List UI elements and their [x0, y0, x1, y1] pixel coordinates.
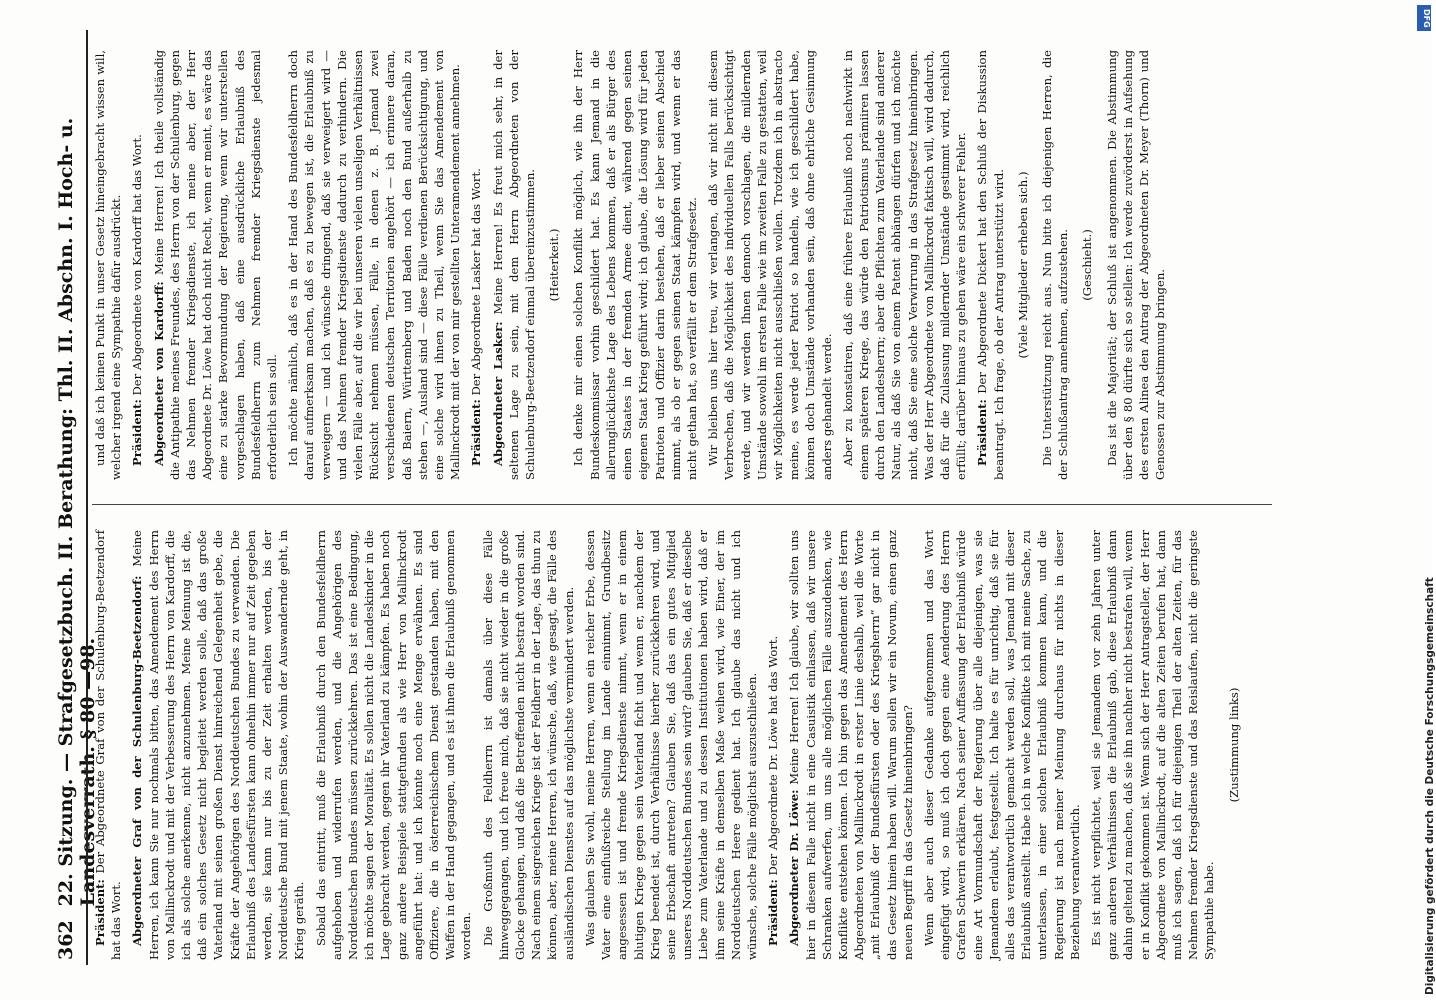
text-paragraph: Ich möchte nämlich, daß es in der Hand des Bundesfeldherrn doch darauf aufmerksam machen, daß es zu bewegen ist, die Erlaubniß zu verweigern — und ich wünsche dringend, daß sie verweigert wird — und das Nehmen fremder Kriegsdienste dadurch zu verhindern. Die vielen Fälle aber, auf die wir bei unseren vielen unseligen Verhältnissen Rücksicht nehmen müssen, Fälle, in denen z. B. Jemand zwei verschiedenen deutschen Territorien angehört — ich erinnere daran, daß Baiern, Württemberg und Baden noch den Bund außerhalb zu stehen —, Ausland sind — diese Fälle verdienen Berücksichtigung, und eine solche wird ihnen zu Theil, wenn Sie das Amendement von Mallinckrodt mit der von mir gestellten Unteramendement annehmen. [286, 50, 463, 480]
speech-text: Der Abgeordnete Dr. Löwe hat das Wort. [766, 635, 781, 880]
right-column [92, 50, 1292, 480]
stage-direction: (Zustimmung links) [1226, 687, 1241, 803]
text-paragraph: Die Großmuth des Feldherrn ist damals über diese Fälle hinweggegangen, und ich freue mich, daß sie nicht wieder in die große Glocke gehangen, und daß die Betreffenden nicht bestraft worden sind. Nach einem siegreichen Kriege ist der Feldherr in der Lage, das thun zu können, aber, meine Herren, ich wünsche, daß, wie gesagt, die Fälle des ausländischen Dienstes auf das möglichste vermindert werden. [480, 530, 576, 960]
left-column [92, 530, 1292, 960]
speaker-name: Präsident: [130, 399, 145, 466]
speech-text: Meine Herren! Ich glaube, wir sollten uns hier in diesem Falle nicht in eine Casuistik einlassen, daß wir unsere Schranken aufwerfen, um uns alle möglichen Fälle auszudenken, wie Konflikte entstehen können. Ich bin gegen das Amendement des Herrn Abgeordneten von Mallinckrodt in erster Linie deshalb, weil die Worte „mit Erlaubniß der Bundesfürsten oder des Kriegsherrn“ gar nicht in das Gesetz hinein haben will. Warum sollen wir ein Novum, einen ganz neuen Begriff in das Gesetz hineinbringen? [787, 529, 915, 960]
column-divider [92, 504, 1272, 505]
dfg-logo: DFG [1417, 5, 1431, 31]
speech-text: Meine Herren, ich kann Sie nur nochmals bitten, das Amendement des Herrn von Mallinckrodt und mit der Verbesserung des Herrn von Kardorff, die ich als solche anerkenne, nicht anzunehmen. Meine Meinung ist die, daß ein solches Gesetz nicht begleitet werden solle, daß das große Vaterland mit seinen großen Dienst hinreichend Gelegenheit gebe, die Kräfte der Angehörigen des Norddeutschen Bundes zu verwenden. Die Erlaubniß des Landesfürsten kann ohnehin immer nur auf Zeit gegeben werden, sie kann nur bis zu der Zeit erhalten werden, bis der Norddeutsche Bund mit jenem Staate, wohin der Auswandernde geht, in Krieg geräth. [130, 530, 307, 960]
text-paragraph: und daß ich keinen Punkt in unser Gesetz hineingebracht wissen will, welcher irgend eine Sympathie dafür ausdrückt. [93, 50, 124, 480]
speech-text: Meine Herren! Ich theile vollständig die Antipathie meines Freundes, des Herrn von der Schulenburg, gegen das Nehmen fremder Kriegsdienste, ich meine aber, der Herr Abgeordnete Dr. Löwe hat doch nicht Recht, wenn er meint, es wäre das eine zu starke Bevormundung der Regierung, wenn wir unterstellen vorgeschlagen haben, daß eine ausdrückliche Erlaubniß des Bundesfeldherrn zum Nehmen fremder Kriegsdienste jedesmal erforderlich sein soll. [151, 50, 280, 480]
speech-text: Der Abgeordnete Graf von der Schulenburg-Beetzendorf hat das Wort. [93, 530, 124, 960]
header-rule [86, 30, 88, 965]
speaker-name: Abgeordneter Graf von der Schulenburg-Beetzendorf: [130, 575, 145, 946]
text-paragraph: Wir bleiben uns hier treu, wir verlangen, daß wir nicht mit diesem Verbrechen, daß die Möglichkeit des individuellen Falls berücksichtigt werde, und wir werden Ihnen dennoch vorschlagen, die mildernden Umstände sowohl im ersten Falle wie im zweiten Falle zu gestatten, weil wir Möglichkeiten nicht ausschließen wollen. Trotzdem ich in abstracto meine, es werde jeder Patriot so handeln, wie ich geschildert habe, können doch Umstände vorhanden sein, daß ohne ehrliche Gesinnung anders gehandelt werde. [706, 50, 834, 480]
speech-paragraph [786, 530, 916, 960]
speaker-name: Präsident: [766, 879, 781, 946]
page-header [55, 40, 99, 960]
speech-text: Der Abgeordnete Lasker hat das Wort. [469, 168, 484, 400]
speech-text: Der Abgeordnete von Kardorff hat das Wort. [130, 134, 145, 400]
text-paragraph: Sobald das eintritt, muß die Erlaubniß durch den Bundesfeldherrn aufgehoben und widerrufen werden, und die Angehörigen des Norddeutschen Bundes müssen zurückkehren. Das ist eine Bedingung, ich möchte sagen der Moralität. Es sollen nicht die Landeskinder in die Lage gebracht werden, gegen ihr Vaterland zu kämpfen. Es haben noch ganz andere Beispiele stattgefunden als wie Herr von Mallinckrodt angeführt hat: und ich könnte noch eine Menge erwähnen. Es sind Offiziere, die in österreichischem Dienst gestanden haben, mit den Waffen in der Hand gegangen, und es ist ihnen die Erlaubniß genommen worden. [313, 530, 474, 960]
text-paragraph: Aber zu konstatiren, daß eine frühere Erlaubniß noch nachwirkt in einem späteren Kriege, das würde den Patriotismus prämiiren lassen durch den Landesherrn; aber die Pflichten zum Vaterlande sind anderer Natur, als daß Sie von einem Patent abhängen dürfen und ich möchte nicht, daß Sie eine solche Verwirrung in das Strafgesetz hineinbringen. Was der Herr Abgeordnete von Mallinckrodt faktisch will, wird dadurch, daß für die Zulassung mildernder Umstände gestimmt wird, reichlich erfüllt; darüber hinaus zu gehen wäre ein schwerer Fehler. [840, 50, 969, 480]
speech-paragraph [129, 50, 145, 480]
speaker-name: Abgeordneter von Kardorff: [151, 281, 166, 466]
stage-direction: (Heiterkeit.) [547, 228, 562, 302]
speaker-name: Präsident: [93, 879, 107, 946]
page-number: 362 [55, 920, 77, 960]
speaker-name: Präsident: [469, 399, 484, 466]
text-paragraph: Es ist nicht verpflichtet, weil sie Jemandem vor zehn Jahren unter ganz anderen Verhältnissen die Erlaubniß gab, diese Erlaubniß dann dahin geltend zu machen, daß sie ihn nachher nicht bestrafen will, wenn er in Konflikt gekommen ist. Wenn sich der Herr Antragsteller, der Herr Abgeordnete von Mallinckrodt, auf die alten Zeiten berufen hat, dann muß ich sagen, daß ich für diejenigen Theil der alten Zeiten, für das Nehmen fremder Kriegsdienste und das Reislaufen, nicht die geringste Sympathie habe. [1088, 530, 1217, 960]
speaker-name: Abgeordneter Dr. Löwe: [787, 789, 802, 946]
speech-paragraph [92, 530, 124, 960]
speech-paragraph [151, 50, 281, 480]
text-paragraph: Wenn aber auch dieser Gedanke aufgenommen und das Wort eingefügt wird, so muß ich doch gegen eine Aenderung des Herrn Grafen Schwerin erklären. Nach seiner Auffassung der Erlaubniß würde eine Art Vormundschaft der Regierung über alle diejenigen, was sie Jemandem erlaubt, festgestellt. Ich halte es für unrichtig, daß sie für alles das verantwortlich gemacht werden soll, was Jemand mit dieser Erlaubniß anstellt. Habe ich in welche Konflikte ich mit meine Sache, zu unterlassen, in einer solchen Erlaubniß kommen kann, und die Regierung ist nach meiner Meinung durchaus für nichts in dieser Beziehung verantwortlich. [921, 530, 1082, 960]
speech-paragraph [765, 530, 781, 960]
speech-paragraph [490, 50, 539, 480]
text-paragraph: Ich denke mir einen solchen Konflikt möglich, wie ihn der Herr Bundeskommissar vorhin geschildert hat. Es kann Jemand in die allerunglücklichste Lage des Lebens kommen, daß er als Bürger des einen Staates in der fremden Armee dient, während gegen seinen eigenen Staat Krieg geführt wird; ich glaube, die Lösung wird für jeden Patrioten und Offizier darin bestehen, daß er lieber seinen Abschied nimmt, als ob er gegen seinen Staat kämpfen wird, und wenn er das nicht gethan hat, so verfällt er dem Strafgesetz. [571, 50, 699, 480]
stage-direction: (Viele Mitglieder erheben sich.) [1015, 171, 1030, 359]
text-paragraph: Das ist die Majorität; der Schluß ist angenommen. Die Abstimmung über den § 80 dürfte sich so stellen: Ich werde zuvörderst in Aufsehung des ersten Alinea den Antrag der Abgeordneten Dr. Meyer (Thorn) und Genossen zur Abstimmung bringen. [1104, 50, 1168, 480]
speech-paragraph [468, 50, 484, 480]
speaker-name: Präsident: [975, 399, 990, 466]
text-paragraph: Die Unterstützung reicht aus. Nun bitte ich diejenigen Herren, die der Schlußantrag annehmen, aufzustehen. [1039, 50, 1071, 480]
speaker-name: Abgeordneter Lasker: [490, 321, 505, 466]
stage-direction: (Geschieht.) [1080, 229, 1095, 301]
page-title: 22. Sitzung. — Strafgesetzbuch. II. Berathung: Thl. II. Abschn. I. Hoch- u. Landesverrath. § 80 —98. [55, 117, 99, 907]
speech-paragraph [974, 50, 1006, 480]
speech-text: Der Abgeordnete Dickert hat den Schluß der Diskussion beantragt. Ich frage, ob der Antrag unterstützt wird. [975, 50, 1006, 480]
speech-text: Meine Herren! Es freut mich sehr, in der seltenen Lage zu sein, mit dem Herrn Abgeordneten von der Schulenburg-Beetzendorf einmal übereinzustimmen. [490, 50, 538, 480]
digitization-note: Digitalisierung gefördert durch die Deutsche Forschungsgemeinschaft [1424, 577, 1436, 995]
speech-paragraph [129, 530, 307, 960]
text-paragraph: Was glauben Sie wohl, meine Herren, wenn ein reicher Erbe, dessen Vater eine einflußreiche Stellung im Lande einnimmt, Grundbesitz angesessen ist und fremde Kriegsdienste nimmt, wenn er in einem blutigen Kriege gegen sein Vaterland ficht und wenn er, nachdem der Krieg beendet ist, durch Verhältnisse hierher zurückkehren wird, und seine Erbschaft antreten? Glauben Sie, daß das ein gutes Mitglied unseres Norddeutschen Bundes sein wird? glauben Sie, daß er dieselbe Liebe zum Vaterlande und zu dessen Institutionen haben wird, daß er ihm seine Kräfte in demselben Maße weihen wird, wie Einer, der im Norddeutschen Heere gedient hat. Ich glaube das nicht und ich wünsche, solche Fälle möglichst auszuschließen. [582, 530, 759, 960]
